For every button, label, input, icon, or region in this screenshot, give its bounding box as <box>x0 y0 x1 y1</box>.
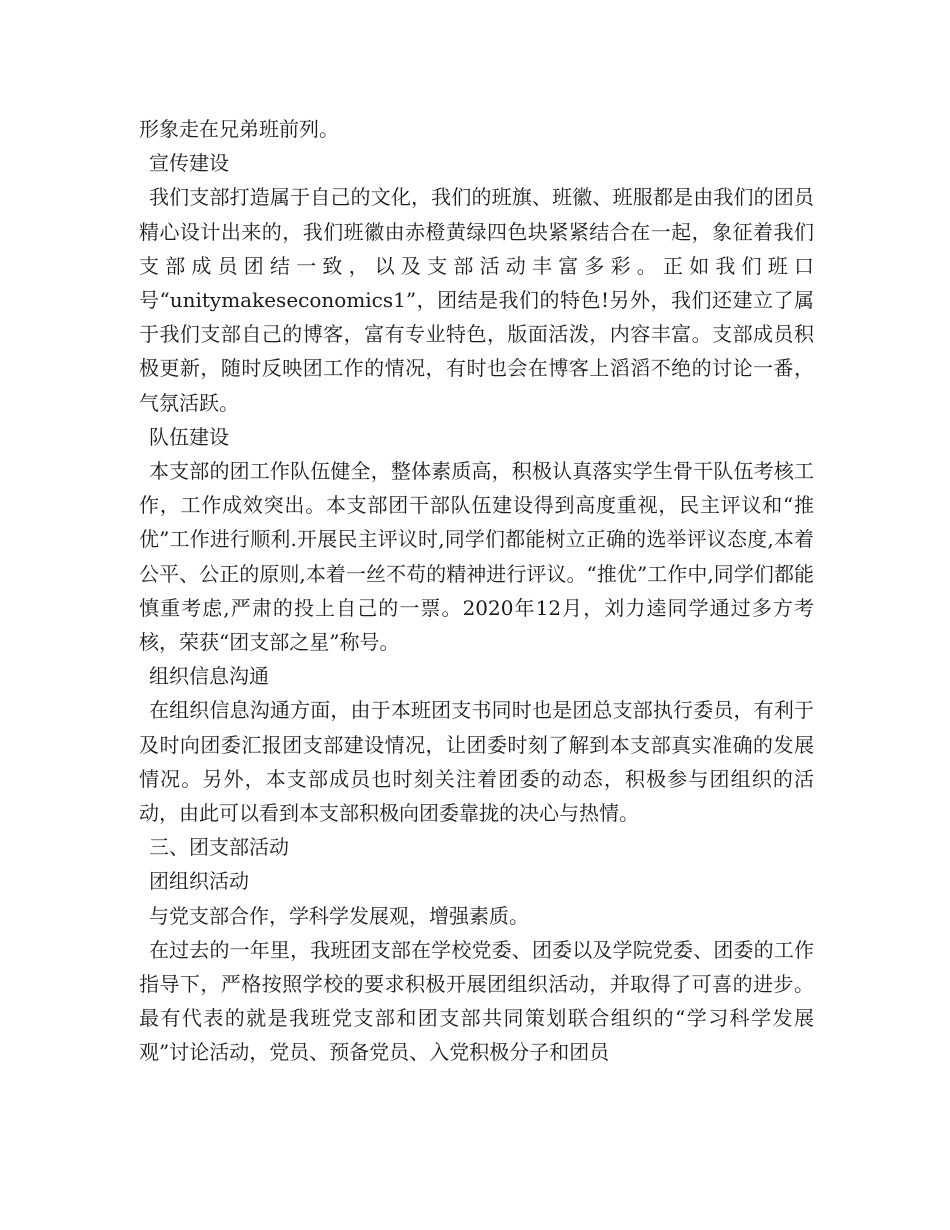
section-heading-communication: 组织信息沟通 <box>149 664 269 689</box>
paragraph-publicity: 我们支部打造属于自己的文化，我们的班旗、班徽、班服都是由我们的团员精心设计出来的，我们班徽由赤橙黄绿四色块紧紧结合在一起，象征着我们支部成员团结一致，以及支部活动丰富多彩。正如我们班口号“unitymakeseconomics1”，团结是我们的特色!另外，我们还建立了属于我们支部自己的博客，富有专业特色，版面活泼，内容丰富。支部成员积极更新，随时反映团工作的情况，有时也会在博客上滔滔不绝的讨论一番，气氛活跃。 <box>139 185 814 415</box>
paragraph-party-cooperation: 与党支部合作，学科学发展观，增强素质。 <box>149 903 529 928</box>
paragraph-communication: 在组织信息沟通方面，由于本班团支书同时也是团总支部执行委员，有利于及时向团委汇报团支部建设情况，让团委时刻了解到本支部真实准确的发展情况。另外，本支部成员也时刻关注着团委的动态，积极参与团组织的活动，由此可以看到本支部积极向团委靠拢的决心与热情。 <box>139 698 814 826</box>
document-body <box>139 112 814 1070</box>
paragraph-past-year: 在过去的一年里，我班团支部在学校党委、团委以及学院党委、团委的工作指导下，严格按照学校的要求积极开展团组织活动，并取得了可喜的进步。最有代表的就是我班党支部和团支部共同策划联合组织的“学习科学发展观”讨论活动，党员、预备党员、入党积极分子和团员 <box>139 937 814 1065</box>
paragraph-team: 本支部的团工作队伍健全，整体素质高，积极认真落实学生骨干队伍考核工作，工作成效突出。本支部团干部队伍建设得到高度重视，民主评议和“推优”工作进行顺利.开展民主评议时,同学们都能树立正确的选举评议态度,本着公平、公正的原则,本着一丝不苟的精神进行评议。“推优”工作中,同学们都能慎重考虑,严肃的投上自己的一票。2020年12月，刘力逵同学通过多方考核，荣获“团支部之星”称号。 <box>139 459 814 655</box>
paragraph-continuation: 形象走在兄弟班前列。 <box>139 117 339 141</box>
section-heading-team: 队伍建设 <box>149 424 229 449</box>
subsection-heading-org-activities: 团组织活动 <box>149 869 249 894</box>
section-heading-publicity: 宣传建设 <box>149 151 229 176</box>
section-heading-activities: 三、团支部活动 <box>149 835 289 860</box>
